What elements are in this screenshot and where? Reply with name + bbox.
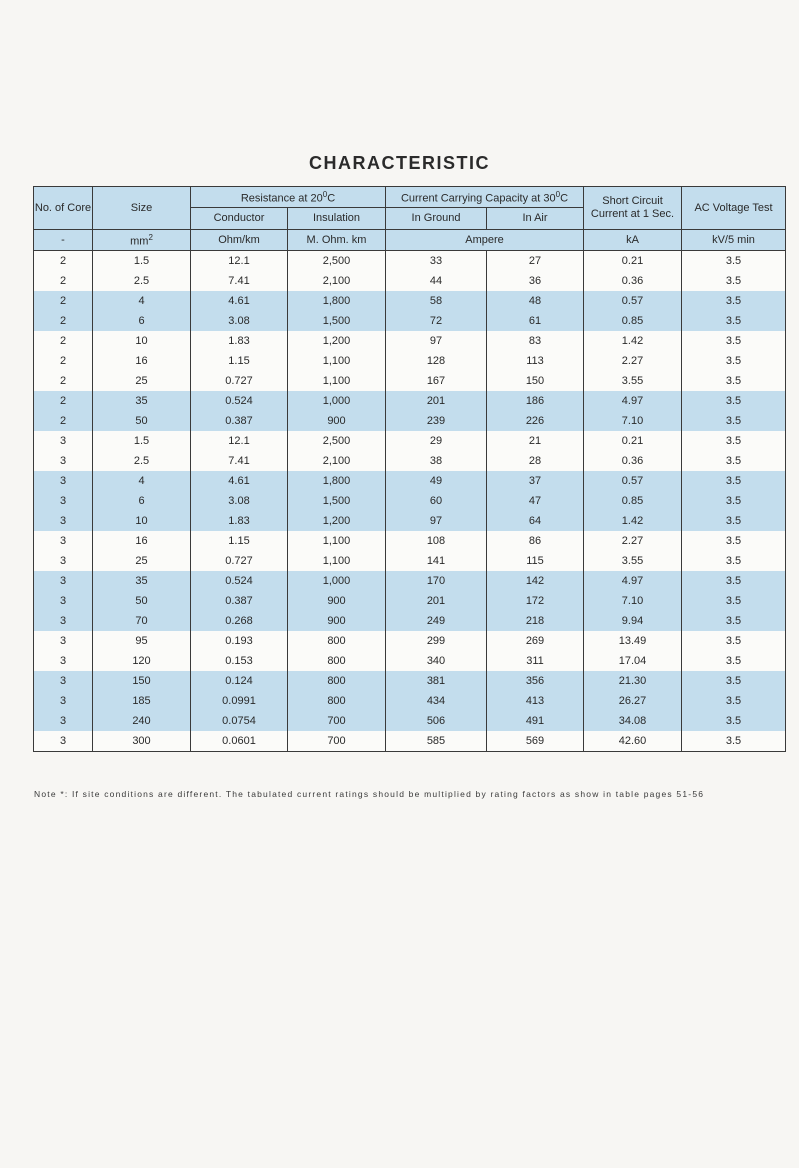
- page-title: CHARACTERISTIC: [309, 153, 490, 173]
- cell-core: 3: [34, 651, 93, 671]
- cell-core: 3: [34, 711, 93, 731]
- cell-in-air: 569: [487, 731, 584, 752]
- cell-conductor: 0.387: [191, 591, 288, 611]
- table-row: [34, 471, 786, 491]
- cell-short-circuit: 1.42: [584, 331, 682, 351]
- cell-ac-voltage: 3.5: [682, 591, 786, 611]
- cell-ac-voltage: 3.5: [682, 531, 786, 551]
- cell-short-circuit: 0.36: [584, 271, 682, 291]
- cell-short-circuit: 3.55: [584, 371, 682, 391]
- cell-in-air: 226: [487, 411, 584, 431]
- cell-core: 3: [34, 591, 93, 611]
- cell-in-ground: 49: [386, 471, 487, 491]
- cell-size: 35: [93, 391, 191, 411]
- cell-core: 3: [34, 671, 93, 691]
- cell-insulation: 2,500: [288, 251, 386, 272]
- cell-core: 3: [34, 531, 93, 551]
- cell-short-circuit: 0.85: [584, 311, 682, 331]
- unit-ampere: Ampere: [386, 230, 584, 251]
- cell-insulation: 1,500: [288, 311, 386, 331]
- table-row: [34, 591, 786, 611]
- cell-in-air: 27: [487, 251, 584, 272]
- cell-ac-voltage: 3.5: [682, 611, 786, 631]
- cell-insulation: 1,100: [288, 371, 386, 391]
- cell-conductor: 0.268: [191, 611, 288, 631]
- cell-short-circuit: 17.04: [584, 651, 682, 671]
- cell-ac-voltage: 3.5: [682, 471, 786, 491]
- header-resistance: Resistance at $20^0C$: [191, 187, 386, 208]
- cell-size: 185: [93, 691, 191, 711]
- table-row: [34, 611, 786, 631]
- cell-core: 3: [34, 431, 93, 451]
- cell-insulation: 1,100: [288, 531, 386, 551]
- cell-ac-voltage: 3.5: [682, 311, 786, 331]
- cell-ac-voltage: 3.5: [682, 411, 786, 431]
- cell-ac-voltage: 3.5: [682, 491, 786, 511]
- cell-insulation: 1,100: [288, 351, 386, 371]
- table-row: [34, 411, 786, 431]
- cell-in-air: 356: [487, 671, 584, 691]
- cell-ac-voltage: 3.5: [682, 551, 786, 571]
- table-row: [34, 671, 786, 691]
- cell-in-air: 172: [487, 591, 584, 611]
- cell-insulation: 900: [288, 591, 386, 611]
- cell-short-circuit: 4.97: [584, 391, 682, 411]
- cell-ac-voltage: 3.5: [682, 271, 786, 291]
- cell-ac-voltage: 3.5: [682, 731, 786, 752]
- cell-insulation: 800: [288, 671, 386, 691]
- cell-conductor: 0.524: [191, 571, 288, 591]
- table-row: [34, 291, 786, 311]
- table-row: [34, 451, 786, 471]
- cell-in-air: 28: [487, 451, 584, 471]
- table-header: [34, 187, 786, 251]
- footnote: Note *: If site conditions are different. The tabulated current ratings should be multiplied by rating factors as show in table pages 51-56: [34, 789, 705, 799]
- table-row: [34, 331, 786, 351]
- header-capacity: Current Carrying Capacity at $30^0C$: [386, 187, 584, 208]
- cell-conductor: 3.08: [191, 491, 288, 511]
- cell-size: 6: [93, 311, 191, 331]
- cell-ac-voltage: 3.5: [682, 331, 786, 351]
- unit-insulation: M. Ohm. km: [288, 230, 386, 251]
- cell-in-ground: 44: [386, 271, 487, 291]
- header-ac-voltage: AC Voltage Test: [682, 187, 786, 230]
- cell-conductor: 0.0754: [191, 711, 288, 731]
- cell-in-air: 115: [487, 551, 584, 571]
- cell-in-air: 64: [487, 511, 584, 531]
- cell-short-circuit: 7.10: [584, 591, 682, 611]
- cell-size: 25: [93, 551, 191, 571]
- cell-in-ground: 38: [386, 451, 487, 471]
- cell-in-ground: 97: [386, 331, 487, 351]
- cell-in-ground: 585: [386, 731, 487, 752]
- cell-size: 150: [93, 671, 191, 691]
- cell-in-air: 491: [487, 711, 584, 731]
- cell-in-ground: 58: [386, 291, 487, 311]
- cell-size: 300: [93, 731, 191, 752]
- cell-in-air: 218: [487, 611, 584, 631]
- header-in-air: In Air: [487, 208, 584, 230]
- table-row: [34, 691, 786, 711]
- cell-in-air: 413: [487, 691, 584, 711]
- cell-in-air: 21: [487, 431, 584, 451]
- cell-insulation: 2,100: [288, 271, 386, 291]
- cell-in-ground: 141: [386, 551, 487, 571]
- cell-short-circuit: 4.97: [584, 571, 682, 591]
- header-size: Size: [93, 187, 191, 230]
- cell-short-circuit: 34.08: [584, 711, 682, 731]
- cell-insulation: 1,800: [288, 291, 386, 311]
- cell-in-ground: 434: [386, 691, 487, 711]
- cell-size: 2.5: [93, 271, 191, 291]
- unit-core: -: [34, 230, 93, 251]
- cell-ac-voltage: 3.5: [682, 671, 786, 691]
- cell-ac-voltage: 3.5: [682, 391, 786, 411]
- cell-core: 2: [34, 411, 93, 431]
- cell-short-circuit: 3.55: [584, 551, 682, 571]
- unit-size: $mm^2$: [93, 230, 191, 251]
- cell-ac-voltage: 3.5: [682, 651, 786, 671]
- table-body: [34, 251, 786, 752]
- cell-ac-voltage: 3.5: [682, 711, 786, 731]
- cell-conductor: 7.41: [191, 271, 288, 291]
- cell-ac-voltage: 3.5: [682, 631, 786, 651]
- cell-size: 50: [93, 591, 191, 611]
- cell-insulation: 800: [288, 691, 386, 711]
- cell-conductor: 0.153: [191, 651, 288, 671]
- cell-insulation: 2,500: [288, 431, 386, 451]
- cell-short-circuit: 21.30: [584, 671, 682, 691]
- cell-insulation: 900: [288, 611, 386, 631]
- cell-insulation: 2,100: [288, 451, 386, 471]
- cell-insulation: 800: [288, 651, 386, 671]
- header-in-ground: In Ground: [386, 208, 487, 230]
- cell-insulation: 1,000: [288, 391, 386, 411]
- cell-size: 120: [93, 651, 191, 671]
- cell-conductor: 1.15: [191, 351, 288, 371]
- table-row: [34, 351, 786, 371]
- header-insulation: Insulation: [288, 208, 386, 230]
- table-row: [34, 551, 786, 571]
- cell-in-air: 47: [487, 491, 584, 511]
- cell-conductor: 0.0991: [191, 691, 288, 711]
- header-short-circuit: Short Circuit Current at 1 Sec.: [584, 187, 682, 230]
- cell-size: 1.5: [93, 251, 191, 272]
- cell-short-circuit: 42.60: [584, 731, 682, 752]
- cell-in-ground: 201: [386, 591, 487, 611]
- cell-conductor: 1.83: [191, 511, 288, 531]
- cell-size: 95: [93, 631, 191, 651]
- cell-core: 3: [34, 471, 93, 491]
- table-row: [34, 531, 786, 551]
- cell-insulation: 1,200: [288, 511, 386, 531]
- cell-ac-voltage: 3.5: [682, 351, 786, 371]
- cell-size: 10: [93, 331, 191, 351]
- cell-in-air: 48: [487, 291, 584, 311]
- table-row: [34, 391, 786, 411]
- cell-in-ground: 108: [386, 531, 487, 551]
- cell-conductor: 1.83: [191, 331, 288, 351]
- table-row: [34, 571, 786, 591]
- cell-in-ground: 249: [386, 611, 487, 631]
- cell-insulation: 1,100: [288, 551, 386, 571]
- cell-conductor: 12.1: [191, 431, 288, 451]
- table-row: [34, 651, 786, 671]
- cell-in-ground: 381: [386, 671, 487, 691]
- cell-core: 3: [34, 691, 93, 711]
- cell-short-circuit: 9.94: [584, 611, 682, 631]
- cell-short-circuit: 2.27: [584, 531, 682, 551]
- table-row: [34, 251, 786, 272]
- cell-size: 1.5: [93, 431, 191, 451]
- cell-conductor: 1.15: [191, 531, 288, 551]
- cell-core: 3: [34, 511, 93, 531]
- cell-ac-voltage: 3.5: [682, 571, 786, 591]
- cell-size: 35: [93, 571, 191, 591]
- cell-conductor: 0.727: [191, 551, 288, 571]
- cell-conductor: 0.727: [191, 371, 288, 391]
- cell-insulation: 800: [288, 631, 386, 651]
- cell-ac-voltage: 3.5: [682, 451, 786, 471]
- cell-short-circuit: 0.85: [584, 491, 682, 511]
- cell-core: 3: [34, 611, 93, 631]
- cell-in-ground: 167: [386, 371, 487, 391]
- cell-in-air: 113: [487, 351, 584, 371]
- cell-short-circuit: 1.42: [584, 511, 682, 531]
- cell-core: 3: [34, 631, 93, 651]
- cell-in-ground: 299: [386, 631, 487, 651]
- cell-size: 70: [93, 611, 191, 631]
- cell-conductor: 4.61: [191, 471, 288, 491]
- cell-insulation: 1,000: [288, 571, 386, 591]
- cell-core: 3: [34, 551, 93, 571]
- cell-short-circuit: 13.49: [584, 631, 682, 651]
- cell-in-ground: 340: [386, 651, 487, 671]
- cell-in-air: 37: [487, 471, 584, 491]
- cell-ac-voltage: 3.5: [682, 371, 786, 391]
- cell-short-circuit: 0.57: [584, 471, 682, 491]
- cell-in-ground: 239: [386, 411, 487, 431]
- cell-short-circuit: 2.27: [584, 351, 682, 371]
- table-row: [34, 371, 786, 391]
- cell-in-ground: 97: [386, 511, 487, 531]
- cell-insulation: 900: [288, 411, 386, 431]
- cell-short-circuit: 26.27: [584, 691, 682, 711]
- cell-in-air: 186: [487, 391, 584, 411]
- cell-ac-voltage: 3.5: [682, 291, 786, 311]
- header-conductor: Conductor: [191, 208, 288, 230]
- cell-in-air: 150: [487, 371, 584, 391]
- header-no-of-core: No. of Core: [34, 187, 93, 230]
- cell-in-ground: 128: [386, 351, 487, 371]
- cell-insulation: 1,500: [288, 491, 386, 511]
- cell-core: 2: [34, 271, 93, 291]
- cell-core: 3: [34, 571, 93, 591]
- table-row: [34, 511, 786, 531]
- cell-core: 3: [34, 731, 93, 752]
- cell-conductor: 0.0601: [191, 731, 288, 752]
- table-row: [34, 431, 786, 451]
- cell-ac-voltage: 3.5: [682, 511, 786, 531]
- cell-in-ground: 170: [386, 571, 487, 591]
- cell-size: 10: [93, 511, 191, 531]
- cell-in-ground: 506: [386, 711, 487, 731]
- cell-conductor: 3.08: [191, 311, 288, 331]
- cell-insulation: 1,200: [288, 331, 386, 351]
- cell-in-ground: 72: [386, 311, 487, 331]
- cell-core: 2: [34, 311, 93, 331]
- cell-short-circuit: 0.57: [584, 291, 682, 311]
- cell-core: 2: [34, 251, 93, 272]
- cell-in-air: 86: [487, 531, 584, 551]
- cell-size: 4: [93, 291, 191, 311]
- cell-conductor: 0.387: [191, 411, 288, 431]
- cell-core: 3: [34, 451, 93, 471]
- cell-in-air: 83: [487, 331, 584, 351]
- table-row: [34, 711, 786, 731]
- cell-in-air: 36: [487, 271, 584, 291]
- cell-in-air: 311: [487, 651, 584, 671]
- cell-conductor: 0.524: [191, 391, 288, 411]
- unit-short-circuit: kA: [584, 230, 682, 251]
- cell-core: 2: [34, 371, 93, 391]
- cell-conductor: 12.1: [191, 251, 288, 272]
- cell-size: 2.5: [93, 451, 191, 471]
- cell-size: 50: [93, 411, 191, 431]
- cell-core: 2: [34, 331, 93, 351]
- cell-in-ground: 33: [386, 251, 487, 272]
- table-row: [34, 731, 786, 752]
- cell-insulation: 700: [288, 711, 386, 731]
- cell-in-ground: 60: [386, 491, 487, 511]
- cell-size: 16: [93, 351, 191, 371]
- unit-conductor: Ohm/km: [191, 230, 288, 251]
- cell-size: 6: [93, 491, 191, 511]
- cell-insulation: 1,800: [288, 471, 386, 491]
- cell-in-ground: 201: [386, 391, 487, 411]
- table-row: [34, 271, 786, 291]
- cell-size: 4: [93, 471, 191, 491]
- cell-conductor: 7.41: [191, 451, 288, 471]
- unit-ac-voltage: kV/5 min: [682, 230, 786, 251]
- characteristic-table: [33, 186, 786, 752]
- cell-size: 240: [93, 711, 191, 731]
- cell-in-air: 142: [487, 571, 584, 591]
- table-row: [34, 491, 786, 511]
- cell-in-air: 269: [487, 631, 584, 651]
- table-row: [34, 311, 786, 331]
- cell-core: 2: [34, 291, 93, 311]
- cell-ac-voltage: 3.5: [682, 251, 786, 272]
- cell-short-circuit: 0.36: [584, 451, 682, 471]
- cell-short-circuit: 7.10: [584, 411, 682, 431]
- cell-insulation: 700: [288, 731, 386, 752]
- cell-short-circuit: 0.21: [584, 431, 682, 451]
- cell-conductor: 0.124: [191, 671, 288, 691]
- cell-core: 3: [34, 491, 93, 511]
- cell-core: 2: [34, 391, 93, 411]
- cell-in-ground: 29: [386, 431, 487, 451]
- cell-ac-voltage: 3.5: [682, 431, 786, 451]
- cell-short-circuit: 0.21: [584, 251, 682, 272]
- cell-size: 25: [93, 371, 191, 391]
- cell-conductor: 4.61: [191, 291, 288, 311]
- cell-in-air: 61: [487, 311, 584, 331]
- cell-ac-voltage: 3.5: [682, 691, 786, 711]
- table-row: [34, 631, 786, 651]
- cell-size: 16: [93, 531, 191, 551]
- cell-conductor: 0.193: [191, 631, 288, 651]
- cell-core: 2: [34, 351, 93, 371]
